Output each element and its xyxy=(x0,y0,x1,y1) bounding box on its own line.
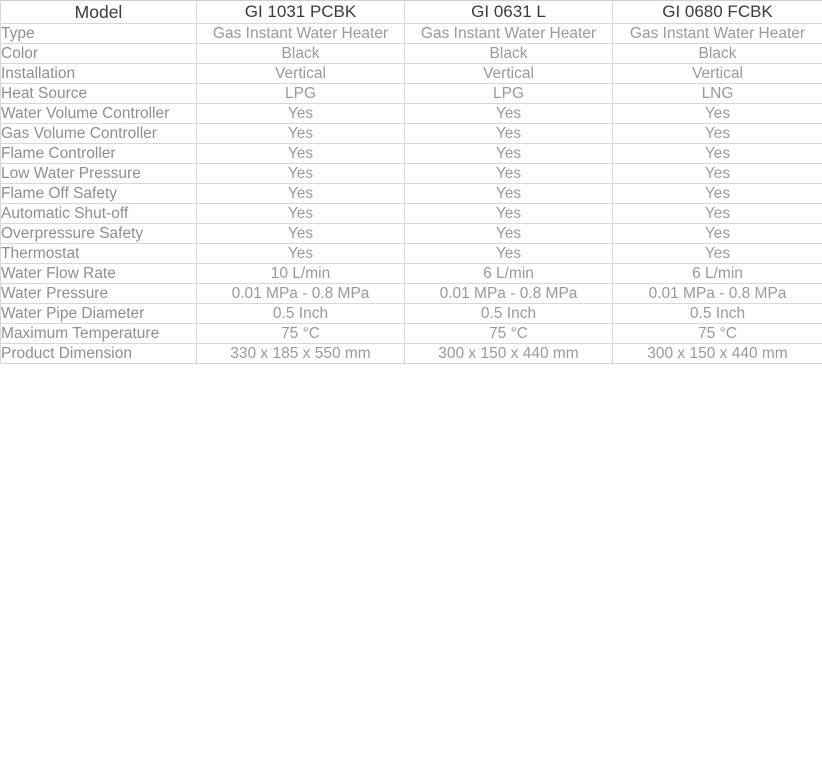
table-row xyxy=(1,264,822,284)
row-label: Color xyxy=(1,44,197,64)
row-value-3: Gas Instant Water Heater xyxy=(613,24,822,44)
table-row xyxy=(1,304,822,324)
row-value-3: 0.01 MPa - 0.8 MPa xyxy=(613,284,822,304)
row-label: Installation xyxy=(1,64,197,84)
row-label: Water Volume Controller xyxy=(1,104,197,124)
row-value-3: LNG xyxy=(613,84,822,104)
row-value-1: Yes xyxy=(197,124,405,144)
row-value-1: Yes xyxy=(197,104,405,124)
row-value-2: Yes xyxy=(405,104,613,124)
row-value-3: 75 °C xyxy=(613,324,822,344)
table-row xyxy=(1,44,822,64)
row-value-1: Yes xyxy=(197,164,405,184)
table-row xyxy=(1,84,822,104)
table-row xyxy=(1,124,822,144)
row-value-3: Yes xyxy=(613,164,822,184)
row-value-2: 6 L/min xyxy=(405,264,613,284)
table-row xyxy=(1,24,822,44)
row-value-1: Yes xyxy=(197,144,405,164)
row-label: Low Water Pressure xyxy=(1,164,197,184)
row-value-1: 10 L/min xyxy=(197,264,405,284)
row-label: Flame Off Safety xyxy=(1,184,197,204)
row-label: Heat Source xyxy=(1,84,197,104)
row-label: Product Dimension xyxy=(1,344,197,364)
table-row xyxy=(1,224,822,244)
row-value-3: Black xyxy=(613,44,822,64)
row-label: Water Pressure xyxy=(1,284,197,304)
row-value-2: 0.5 Inch xyxy=(405,304,613,324)
table-row xyxy=(1,324,822,344)
row-value-1: Yes xyxy=(197,244,405,264)
header-cell-model-3: GI 0680 FCBK xyxy=(613,1,822,24)
row-label: Overpressure Safety xyxy=(1,224,197,244)
row-value-3: Yes xyxy=(613,224,822,244)
header-cell-model: Model xyxy=(1,1,197,24)
table-row xyxy=(1,104,822,124)
row-label: Water Pipe Diameter xyxy=(1,304,197,324)
row-value-2: Black xyxy=(405,44,613,64)
table-row xyxy=(1,164,822,184)
row-value-2: Yes xyxy=(405,164,613,184)
row-value-2: Yes xyxy=(405,204,613,224)
row-value-3: Yes xyxy=(613,244,822,264)
row-value-2: Yes xyxy=(405,124,613,144)
row-value-2: Yes xyxy=(405,224,613,244)
row-value-2: 0.01 MPa - 0.8 MPa xyxy=(405,284,613,304)
row-value-1: 330 x 185 x 550 mm xyxy=(197,344,405,364)
row-value-2: Yes xyxy=(405,244,613,264)
row-value-2: LPG xyxy=(405,84,613,104)
row-value-3: Yes xyxy=(613,124,822,144)
specification-table xyxy=(0,0,822,364)
row-value-2: Yes xyxy=(405,144,613,164)
row-value-3: Yes xyxy=(613,204,822,224)
row-label: Thermostat xyxy=(1,244,197,264)
table-row xyxy=(1,284,822,304)
row-label: Type xyxy=(1,24,197,44)
row-value-3: 0.5 Inch xyxy=(613,304,822,324)
row-value-2: Gas Instant Water Heater xyxy=(405,24,613,44)
row-value-3: Yes xyxy=(613,144,822,164)
table-header-row xyxy=(1,1,822,24)
row-value-1: Vertical xyxy=(197,64,405,84)
table-row xyxy=(1,64,822,84)
row-value-1: Gas Instant Water Heater xyxy=(197,24,405,44)
row-value-3: Yes xyxy=(613,184,822,204)
row-value-1: Black xyxy=(197,44,405,64)
row-value-3: 6 L/min xyxy=(613,264,822,284)
header-cell-model-2: GI 0631 L xyxy=(405,1,613,24)
row-value-1: 0.5 Inch xyxy=(197,304,405,324)
row-value-1: 0.01 MPa - 0.8 MPa xyxy=(197,284,405,304)
row-value-1: Yes xyxy=(197,204,405,224)
table-row xyxy=(1,204,822,224)
table-header xyxy=(1,1,822,24)
row-value-3: Vertical xyxy=(613,64,822,84)
row-label: Water Flow Rate xyxy=(1,264,197,284)
row-value-2: 300 x 150 x 440 mm xyxy=(405,344,613,364)
row-value-2: Vertical xyxy=(405,64,613,84)
row-value-1: 75 °C xyxy=(197,324,405,344)
header-cell-model-1: GI 1031 PCBK xyxy=(197,1,405,24)
row-value-2: 75 °C xyxy=(405,324,613,344)
table-body xyxy=(1,24,822,364)
table-row xyxy=(1,244,822,264)
table-row xyxy=(1,344,822,364)
table-row xyxy=(1,184,822,204)
row-value-1: Yes xyxy=(197,224,405,244)
row-label: Automatic Shut-off xyxy=(1,204,197,224)
row-label: Flame Controller xyxy=(1,144,197,164)
row-value-3: 300 x 150 x 440 mm xyxy=(613,344,822,364)
row-value-1: LPG xyxy=(197,84,405,104)
row-label: Maximum Temperature xyxy=(1,324,197,344)
row-label: Gas Volume Controller xyxy=(1,124,197,144)
row-value-2: Yes xyxy=(405,184,613,204)
row-value-3: Yes xyxy=(613,104,822,124)
row-value-1: Yes xyxy=(197,184,405,204)
table-row xyxy=(1,144,822,164)
